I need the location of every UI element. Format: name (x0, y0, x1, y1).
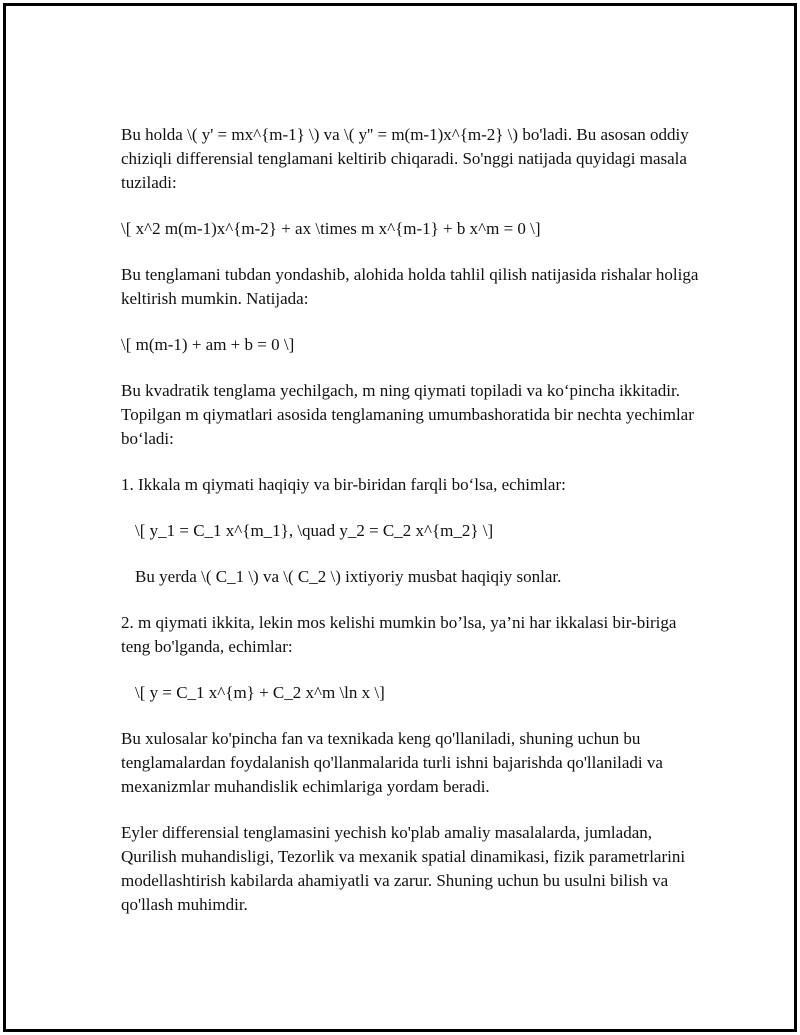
document-body (121, 123, 701, 939)
equation-case-one: \[ y_1 = C_1 x^{m_1}, \quad y_2 = C_2 x^{m_2} \] (135, 521, 494, 540)
paragraph-applications: Bu xulosalar ko'pincha fan va texnikada keng qo'llaniladi, shuning uchun bu tenglamalardan foydalanish qo'llanmalarida turli ishni bajarishda qo'llaniladi va mexanizmlar muhandislik echimlariga yordam beradi. (121, 729, 663, 796)
equation-characteristic: \[ m(m-1) + am + b = 0 \] (121, 335, 295, 354)
paragraph-approach: Bu tenglamani tubdan yondashib, alohida holda tahlil qilish natijasida rishalar holiga keltirish mumkin. Natijada: (121, 265, 699, 308)
case-one-note: Bu yerda \( C_1 \) va \( C_2 \) ixtiyoriy musbat haqiqiy sonlar. (135, 567, 562, 586)
equation-substituted: \[ x^2 m(m-1)x^{m-2} + ax \times m x^{m-1} + b x^m = 0 \] (121, 219, 541, 238)
case-one-heading: 1. Ikkala m qiymati haqiqiy va bir-biridan farqli bo‘lsa, echimlar: (121, 475, 566, 494)
equation-case-two: \[ y = C_1 x^{m} + C_2 x^m \ln x \] (135, 683, 385, 702)
page-frame (3, 3, 797, 1032)
case-two-heading: 2. m qiymati ikkita, lekin mos kelishi mumkin bo’lsa, ya’ni har ikkalasi bir-biriga teng bo'lganda, echimlar: (121, 613, 677, 656)
paragraph-intro: Bu holda \( y' = mx^{m-1} \) va \( y'' = m(m-1)x^{m-2} \) bo'ladi. Bu asosan oddiy chiziqli differensial tenglamani keltirib chiqaradi. So'nggi natijada quyidagi masala tuziladi: (121, 125, 689, 192)
paragraph-quadratic: Bu kvadratik tenglama yechilgach, m ning qiymati topiladi va ko‘pincha ikkitadir. Topilgan m qiymatlari asosida tenglamaning umumbashoratida bir nechta yechimlar bo‘ladi: (121, 381, 694, 448)
paragraph-conclusion: Eyler differensial tenglamasini yechish ko'plab amaliy masalalarda, jumladan, Qurilish muhandisligi, Tezorlik va mexanik spatial dinamikasi, fizik parametrlarini modellashtirish kabilarda ahamiyatli va zarur. Shuning uchun bu usulni bilish va qo'llash muhimdir. (121, 823, 686, 914)
